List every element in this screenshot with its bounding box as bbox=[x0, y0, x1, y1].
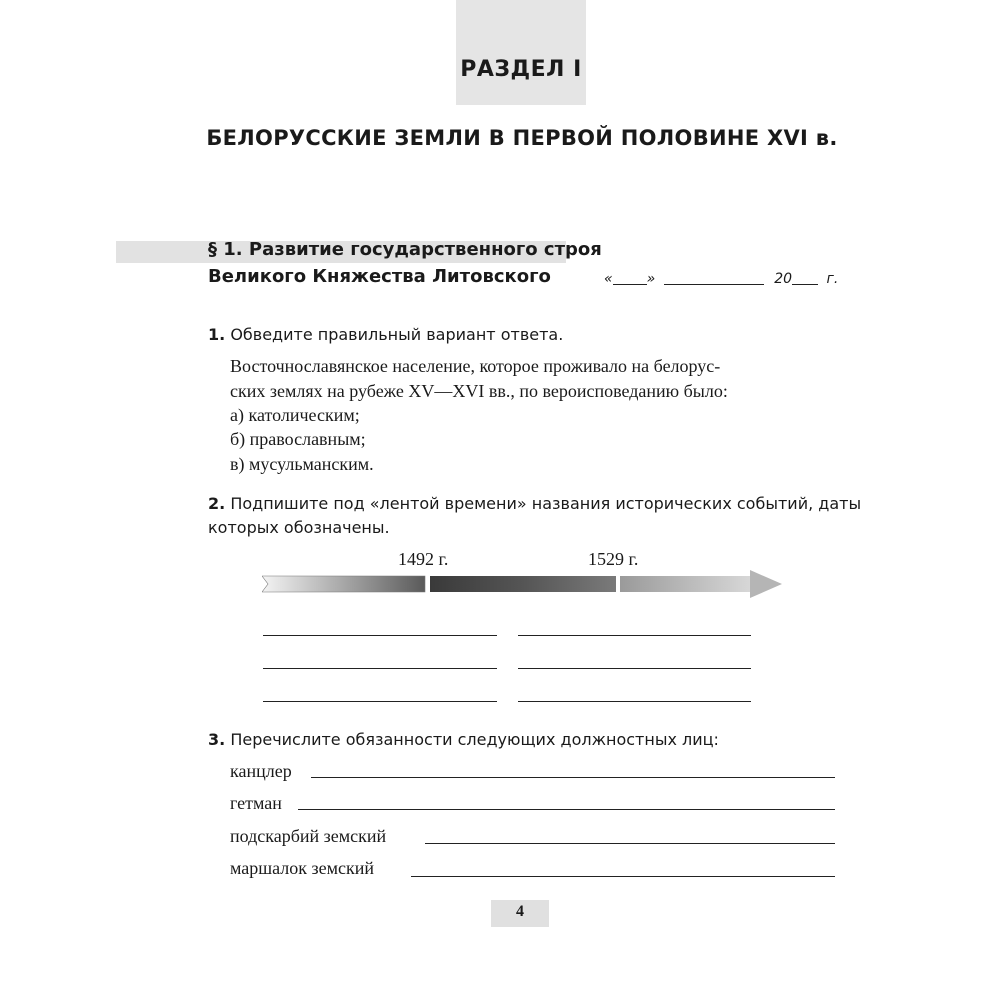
task-2-instruction-line-1: Подпишите под «лентой времени» названия исторических событий, даты bbox=[230, 494, 862, 513]
date-field bbox=[604, 271, 838, 287]
task-1-option-b[interactable]: б) православным; bbox=[230, 429, 366, 449]
timeline-answer-line-left-2[interactable] bbox=[263, 668, 497, 669]
timeline-arrow-head bbox=[750, 570, 782, 598]
year-prefix: 20 bbox=[774, 271, 793, 287]
year-blank[interactable] bbox=[792, 271, 818, 285]
timeline-answer-line-left-3[interactable] bbox=[263, 701, 497, 702]
date-close-quote: » bbox=[646, 271, 656, 287]
page-number: 4 bbox=[516, 903, 524, 920]
official-answer-line-hetman[interactable] bbox=[298, 809, 835, 810]
paragraph-title-line-1: § 1. Развитие государственного строя bbox=[208, 239, 602, 260]
timeline-segment-3 bbox=[620, 576, 752, 592]
task-1-option-c[interactable]: в) мусульманским. bbox=[230, 454, 374, 474]
main-title: БЕЛОРУССКИЕ ЗЕМЛИ В ПЕРВОЙ ПОЛОВИНЕ XVI в. bbox=[206, 126, 838, 150]
timeline-answer-line-right-2[interactable] bbox=[518, 668, 751, 669]
task-1-instruction: Обведите правильный вариант ответа. bbox=[230, 325, 564, 344]
month-blank[interactable] bbox=[664, 271, 764, 285]
task-3-instruction: Перечислите обязанности следующих должностных лиц: bbox=[230, 730, 719, 749]
task-1-number: 1. bbox=[208, 325, 226, 344]
task-1-question-line-1: Восточнославянское население, которое проживало на белорус- bbox=[230, 356, 721, 376]
timeline-segment-2 bbox=[430, 576, 616, 592]
task-2-instruction-line-2: которых обозначены. bbox=[208, 518, 390, 537]
timeline-answer-line-left-1[interactable] bbox=[263, 635, 497, 636]
timeline-ribbon bbox=[262, 570, 784, 602]
task-3-number: 3. bbox=[208, 730, 226, 749]
task-1-option-a[interactable]: а) католическим; bbox=[230, 405, 360, 425]
official-label-chancellor: канцлер bbox=[230, 761, 292, 781]
day-blank[interactable] bbox=[613, 271, 647, 285]
official-answer-line-treasurer[interactable] bbox=[425, 843, 835, 844]
section-title: РАЗДЕЛ I bbox=[460, 57, 582, 82]
task-2-number: 2. bbox=[208, 494, 226, 513]
date-open-quote: « bbox=[604, 271, 613, 287]
task-1-heading bbox=[208, 325, 563, 344]
year-suffix: г. bbox=[826, 271, 839, 287]
official-answer-line-marshal[interactable] bbox=[411, 876, 835, 877]
section-tab bbox=[456, 0, 586, 105]
official-label-hetman: гетман bbox=[230, 793, 282, 813]
timeline-answer-line-right-3[interactable] bbox=[518, 701, 751, 702]
official-label-marshal: маршалок земский bbox=[230, 858, 374, 878]
timeline-date-1529: 1529 г. bbox=[588, 549, 639, 569]
official-label-treasurer: подскарбий земский bbox=[230, 826, 387, 846]
task-1-question-line-2: ских землях на рубеже XV—XVI вв., по вероисповеданию было: bbox=[230, 381, 728, 401]
official-answer-line-chancellor[interactable] bbox=[311, 777, 835, 778]
paragraph-title-line-2: Великого Княжества Литовского bbox=[208, 266, 551, 287]
timeline-segment-1 bbox=[262, 576, 425, 592]
timeline-answer-line-right-1[interactable] bbox=[518, 635, 751, 636]
timeline-date-1492: 1492 г. bbox=[398, 549, 449, 569]
task-3-heading bbox=[208, 730, 719, 749]
task-2-heading-line-1 bbox=[208, 494, 861, 513]
